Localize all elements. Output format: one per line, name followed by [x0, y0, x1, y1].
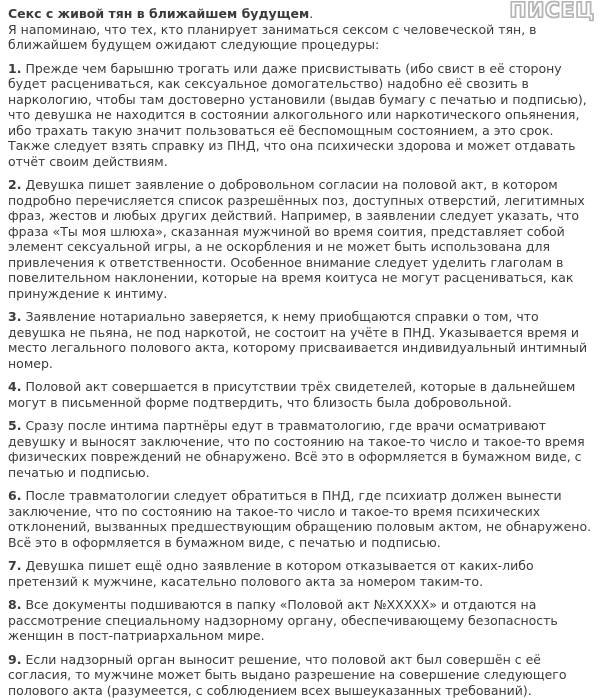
item-number: 5. [8, 418, 21, 433]
procedure-item [8, 652, 592, 698]
item-text: Все документы подшиваются в папку «Половой акт №XXXXX» и отдаются на рассмотрение специальному надзорному органу, обеспечивающему безопасность женщин в пост-патриархальном мире. [8, 597, 558, 643]
item-text: Если надзорный орган выносит решение, что половой акт был совершён с её согласия, то мужчине может быть выдано разрешение на совершение следующего полового акта (разумеется, с соблюдением всех вышеуказанных требований). [8, 652, 567, 698]
item-text: Половой акт совершается в присутствии трёх свидетелей, которые в дальнейшем могут в письменной форме подтвердить, что близость была добровольной. [8, 379, 575, 410]
item-number: 7. [8, 558, 21, 573]
pisec-watermark: ПИСЕЦ [510, 3, 595, 19]
post-header [8, 6, 592, 53]
item-text: Сразу после интима партнёры едут в травматологию, где врачи осматривают девушку и выносят заключение, что по состоянию на такое-то число и такое-то время физических повреждений не обнаружено. Всё это в оформляется в бумажном виде, с печатью и подписью. [8, 418, 585, 480]
procedure-item [8, 418, 592, 480]
item-text: Прежде чем барышню трогать или даже присвистывать (ибо свист в её сторону будет расцениваться, как сексуальное домогательство) надобно её свозить в наркологию, чтобы там достоверно установили (выдав бумагу с печатью и подписью), что девушка не находится в состоянии алкогольного или наркотического опьянения, ибо трахать такую значит пользоваться её беспомощным состоянием, а это срок. Также следует взять справку из ПНД, что она психически здорова и может отдавать отчёт своим действиям. [8, 61, 587, 169]
item-number: 3. [8, 309, 21, 324]
procedure-item [8, 177, 592, 301]
procedure-item [8, 488, 592, 550]
procedure-item [8, 61, 592, 170]
item-number: 9. [8, 652, 21, 667]
procedure-item [8, 597, 592, 644]
procedure-item [8, 309, 592, 371]
item-number: 6. [8, 488, 21, 503]
item-number: 1. [8, 61, 21, 76]
post-title-period: . [309, 6, 313, 21]
post-intro: Я напоминаю, что тех, кто планирует заниматься сексом с человеческой тян, в ближайшем будущем ожидают следующие процедуры: [8, 22, 592, 53]
procedure-item [8, 379, 592, 410]
item-number: 4. [8, 379, 21, 394]
item-text: Девушка пишет заявление о добровольном согласии на половой акт, в котором подробно перечисляется список разрешённых поз, доступных отверстий, легитимных фраз, жестов и любых других действий. Например, в заявлении следует указать, что фраза «Ты моя шлюха», сказанная мужчиной во время соития, представляет собой элемент сексуальной игры, а не оскорбления и не может быть использована для привлечения к ответственности. Особенное внимание следует уделить глаголам в повелительном наклонении, которые на время коитуса не могут расцениваться, как принуждение к интиму. [8, 177, 585, 301]
post-title: Секс с живой тян в ближайшем будущем [8, 6, 309, 21]
item-text: Заявление нотариально заверяется, к нему приобщаются справки о том, что девушка не пьяна, не под наркотой, не состоит на учёте в ПНД. Указывается время и место легального полового акта, которому присваивается индивидуальный интимный номер. [8, 309, 587, 371]
procedure-item [8, 558, 592, 589]
item-text: После травматологии следует обратиться в ПНД, где психиатр должен вынести заключение, что по состоянию на такое-то число и такое-то время психических отклонений, вызванных предшествующим обращению половым актом, не обнаружено. Всё это в оформляется в бумажном виде, с печатью и подписью. [8, 488, 591, 550]
item-number: 8. [8, 597, 21, 612]
item-text: Девушка пишет ещё одно заявление в котором отказывается от каких-либо претензий к мужчине, касательно полового акта за номером таким-то. [8, 558, 534, 589]
item-number: 2. [8, 177, 21, 192]
